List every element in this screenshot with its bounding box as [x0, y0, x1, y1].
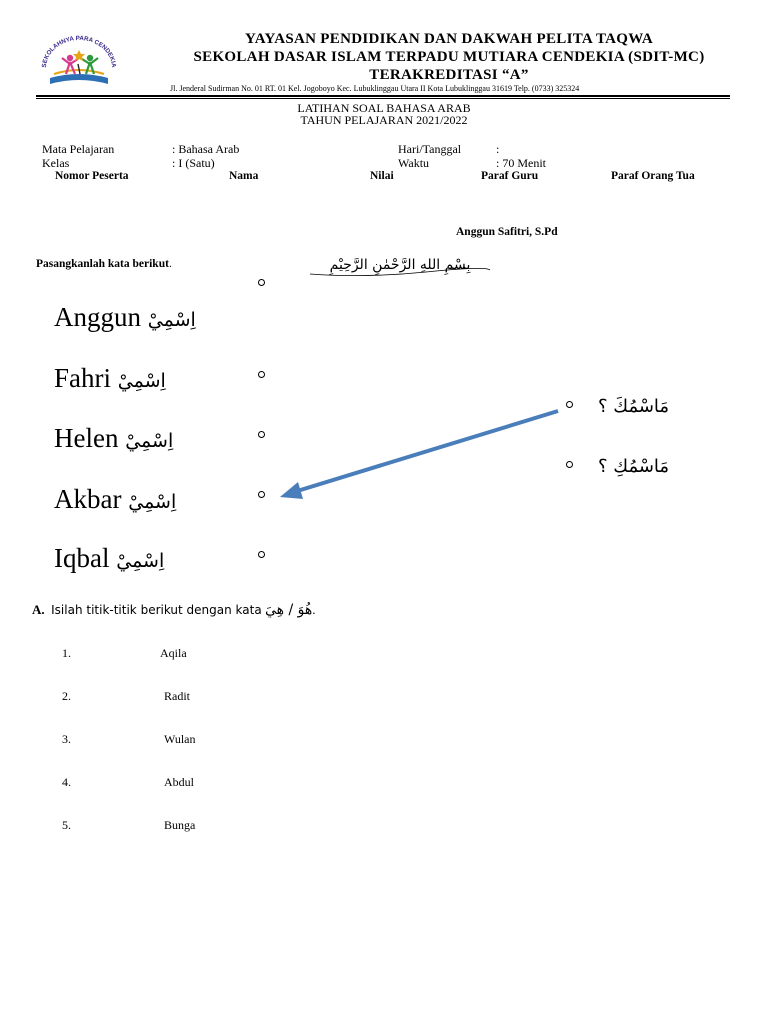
school-logo: [38, 34, 120, 96]
school-name: SEKOLAH DASAR ISLAM TERPADU MUTIARA CENDEKIA (SDIT-MC): [193, 49, 705, 65]
match-arrow: [270, 400, 570, 510]
section-a: [32, 602, 316, 618]
date-label: Hari/Tanggal: [398, 142, 462, 156]
match-left-4: [54, 484, 176, 515]
match-left-2: [54, 363, 166, 394]
match-left-arabic: اِسْمِيْ: [128, 491, 177, 513]
section-a-label: A.: [32, 602, 45, 617]
match-left-name: Akbar: [54, 484, 122, 514]
match-right-2: مَاسْمُكِ ؟: [598, 456, 670, 477]
match-left-name: Iqbal: [54, 543, 110, 573]
class-value: : I (Satu): [172, 156, 215, 170]
item-number-5: 5.: [62, 818, 71, 832]
teacher-name: Anggun Safitri, S.Pd: [456, 226, 558, 238]
item-name-3: Wulan: [164, 732, 196, 746]
item-name-4: Abdul: [164, 775, 194, 789]
match-left-arabic: اِسْمِيْ: [117, 370, 166, 392]
time-label: Waktu: [398, 156, 430, 170]
match-left-3: [54, 423, 173, 454]
match-left-name: Anggun: [54, 302, 141, 332]
item-number-1: 1.: [62, 646, 71, 660]
match-right-1: مَاسْمُكَ ؟: [598, 396, 670, 417]
match-left-arabic: اِسْمِيْ: [125, 430, 174, 452]
match-left-arabic: اِسْمِيْ: [116, 550, 165, 572]
match-left-5: [54, 543, 164, 574]
accreditation: TERAKREDITASI “A”: [369, 67, 529, 83]
subject-label: Mata Pelajaran: [42, 142, 115, 156]
match-dot-left-4[interactable]: [258, 491, 265, 498]
school-address: Jl. Jenderal Sudirman No. 01 RT. 01 Kel. Jogoboyo Kec. Lubuklinggau Utara II Kota Lubuklinggau 31619 Telp. (0733) 325324: [170, 84, 580, 93]
section-a-arabic: هُوَ / هِيَ: [264, 602, 313, 618]
logo-text: SEKOLAHNYA PARA CENDEKIA: [40, 34, 118, 68]
subject-value: : Bahasa Arab: [172, 142, 240, 156]
item-name-2: Radit: [164, 689, 190, 703]
item-number-3: 3.: [62, 732, 71, 746]
match-left-name: Fahri: [54, 363, 111, 393]
instruction-text: Pasangkanlah kata berikut: [36, 258, 169, 270]
header-rule: [36, 95, 730, 97]
match-left-name: Helen: [54, 423, 119, 453]
header-rule-thin: [36, 98, 730, 99]
instruction: [36, 258, 172, 270]
basmala-text: بِسْمِ اللهِ الرَّحْمٰنِ الرَّحِيْمِ: [329, 257, 471, 273]
item-name-1: Aqila: [160, 646, 187, 660]
match-left-1: [54, 302, 196, 333]
section-a-end: .: [312, 602, 316, 617]
match-dot-left-3[interactable]: [258, 431, 265, 438]
col-paraf-guru: Paraf Guru: [481, 170, 539, 182]
item-number-4: 4.: [62, 775, 71, 789]
time-value: : 70 Menit: [496, 156, 546, 170]
col-paraf-orang-tua: Paraf Orang Tua: [611, 170, 695, 182]
col-nomor-peserta: Nomor Peserta: [55, 170, 129, 182]
exam-title: LATIHAN SOAL BAHASA ARAB: [297, 101, 471, 115]
match-dot-left-5[interactable]: [258, 551, 265, 558]
col-nama: Nama: [229, 170, 259, 182]
foundation-name: YAYASAN PENDIDIKAN DAN DAKWAH PELITA TAQWA: [244, 31, 654, 47]
match-dot-left-1[interactable]: [258, 279, 265, 286]
date-value: :: [496, 142, 500, 156]
basmala-calligraphy: [306, 248, 494, 278]
col-nilai: Nilai: [370, 170, 394, 182]
exam-year: TAHUN PELAJARAN 2021/2022: [300, 113, 468, 127]
item-name-5: Bunga: [164, 818, 196, 832]
item-number-2: 2.: [62, 689, 71, 703]
match-left-arabic: اِسْمِيْ: [147, 309, 196, 331]
section-a-text: Isilah titik-titik berikut dengan kata: [51, 603, 262, 617]
class-label: Kelas: [42, 156, 70, 170]
match-dot-left-2[interactable]: [258, 371, 265, 378]
instruction-dot: .: [168, 258, 172, 270]
